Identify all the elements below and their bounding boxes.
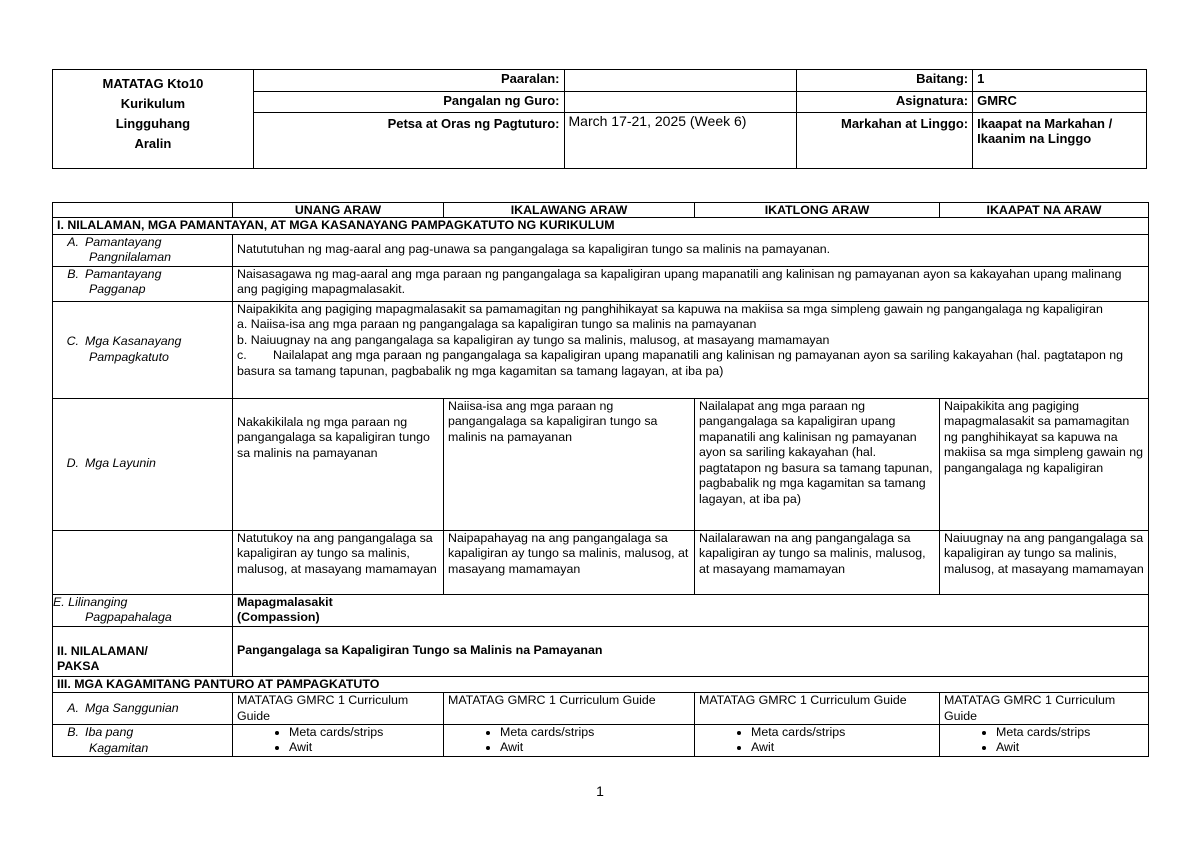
baitang-label: Baitang: [797,70,973,92]
kagamitan-list [699,725,935,755]
empty-corner-cell [53,203,233,218]
row-label-pamantayang-pangnilalaman: A. Pamantayang Pangnilalaman [53,234,233,266]
petsa-label: Petsa at Oras ng Pagtuturo: [253,113,564,169]
kagamitan-day3 [695,725,940,757]
petsa-value: March 17-21, 2025 (Week 6) [564,113,797,169]
page-number: 1 [596,783,604,799]
section-1-title: I. NILALAMAN, MGA PAMANTAYAN, AT MGA KASANAYANG PAMPAGKATUTO NG KURIKULUM [53,218,1149,235]
row-label-mga-sanggunian: A. Mga Sanggunian [53,693,233,725]
layunin-day1: Nakakikilala ng mga paraan ng pangangalaga sa kapaligiran tungo sa malinis na pamayanan [233,398,444,530]
empty-layunin-label-cell [53,530,233,594]
list-item: • Meta cards/strips [751,725,935,740]
sanggunian-day3: MATATAG GMRC 1 Curriculum Guide [695,693,940,725]
row-label-mga-layunin: D. Mga Layunin [53,398,233,530]
list-item: • Awit [996,740,1144,755]
col-header-day2: IKALAWANG ARAW [444,203,695,218]
markahan-value: Ikaapat na Markahan / Ikaanim na Linggo [973,113,1147,169]
section-2-paksa: Pangangalaga sa Kapaligiran Tungo sa Malinis na Pamayanan [233,626,1149,676]
pamantayang-pangnilalaman-text: Natututuhan ng mag-aaral ang pag-unawa sa pangangalaga sa kapaligiran tungo sa malinis na pamayanan. [233,234,1149,266]
layunin2-day1: Natutukoy na ang pangangalaga sa kapaligiran ay tungo sa malinis, malusog, at masayang mamamayan [233,530,444,594]
row-label-lilinanging-pagpapahalaga: E. Lilinanging Pagpapahalaga [53,594,233,626]
layunin2-day3: Nailalarawan na ang pangangalaga sa kapaligiran ay tungo sa malinis, malusog, at masayang mamamayan [695,530,940,594]
guro-label: Pangalan ng Guro: [253,92,564,113]
pagpapahalaga-value: Mapagmalasakit (Compassion) [233,594,1149,626]
row-label-iba-pang-kagamitan: B. Iba pang Kagamitan [53,725,233,757]
paaralan-label: Paaralan: [253,70,564,92]
section-2-label: II. NILALAMAN/ PAKSA [53,626,233,676]
pamantayang-pagganap-text: Naisasagawa ng mag-aaral ang mga paraan ng pangangalaga sa kapaligiran upang mapanatili ang kalinisan ng pamayanan ayon sa kakayahan upang malinang ang pagiging mapagmalasakit. [233,266,1149,301]
layunin-day3: Nailalapat ang mga paraan ng pangangalaga sa kapaligiran upang mapanatili ang kalinisan ng pamayanan ayon sa sariling kakayahan (hal. pagtatapon ng basura sa tamang tapunan, pagbabalik ng mga kagamitan sa tamang lagayan, at iba pa) [695,398,940,530]
row-label-kasanayang-pampagkatuto: C. Mga Kasanayang Pampagkatuto [53,301,233,398]
markahan-label: Markahan at Linggo: [797,113,973,169]
layunin2-day2: Naipapahayag na ang pangangalaga sa kapaligiran ay tungo sa malinis, malusog, at masayang mamamayan [444,530,695,594]
kagamitan-list [448,725,690,755]
list-item: • Awit [289,740,439,755]
layunin-day2: Naiisa-isa ang mga paraan ng pangangalaga sa kapaligiran tungo sa malinis na pamayanan [444,398,695,530]
lesson-header-table [52,69,1147,169]
baitang-value: 1 [973,70,1147,92]
kagamitan-day4 [940,725,1149,757]
section-3-title: III. MGA KAGAMITANG PANTURO AT PAMPAGKATUTO [53,676,1149,693]
sanggunian-day4: MATATAG GMRC 1 Curriculum Guide [940,693,1149,725]
lesson-title: MATATAG Kto10 Kurikulum Lingguhang Aralin [53,70,254,169]
lesson-plan-table [52,202,1149,757]
asignatura-value: GMRC [973,92,1147,113]
kagamitan-list [944,725,1144,755]
layunin-day4: Naipakikita ang pagiging mapagmalasakit sa pamamagitan ng panghihikayat sa kapuwa na makiisa sa mga simpleng gawain ng pangangalaga ng kapaligiran [940,398,1149,530]
sanggunian-day1: MATATAG GMRC 1 Curriculum Guide [233,693,444,725]
list-item: • Meta cards/strips [289,725,439,740]
asignatura-label: Asignatura: [797,92,973,113]
col-header-day4: IKAAPAT NA ARAW [940,203,1149,218]
list-item: • Awit [500,740,690,755]
kagamitan-list [237,725,439,755]
paaralan-value [564,70,797,92]
layunin2-day4: Naiuugnay na ang pangangalaga sa kapaligiran ay tungo sa malinis, malusog, at masayang mamamayan [940,530,1149,594]
list-item: • Awit [751,740,935,755]
list-item: • Meta cards/strips [500,725,690,740]
col-header-day1: UNANG ARAW [233,203,444,218]
list-item: • Meta cards/strips [996,725,1144,740]
guro-value [564,92,797,113]
kagamitan-day2 [444,725,695,757]
row-label-pamantayang-pagganap: B. Pamantayang Pagganap [53,266,233,301]
col-header-day3: IKATLONG ARAW [695,203,940,218]
kasanayang-pampagkatuto-text: Naipakikita ang pagiging mapagmalasakit sa pamamagitan ng panghihikayat sa kapuwa na makiisa sa mga simpleng gawain ng pangangalaga ng kapaligiran a. Naiisa-isa ang mga paraan ng pangangalaga sa kapaligiran tungo sa malinis na pamayanan b. Naiuugnay na ang pangangalaga sa kapaligiran ay tungo sa malinis, malusog, at masayang mamamayan c. Nailalapat ang mga paraan ng pangangalaga sa kapaligiran upang mapanatili ang kalinisan ng pamayanan ayon sa sariling kakayahan (hal. pagtatapon ng basura sa tamang tapunan, pagbabalik ng mga kagamitan sa tamang lagayan, at iba pa) [233,301,1149,398]
kagamitan-day1 [233,725,444,757]
sanggunian-day2: MATATAG GMRC 1 Curriculum Guide [444,693,695,725]
